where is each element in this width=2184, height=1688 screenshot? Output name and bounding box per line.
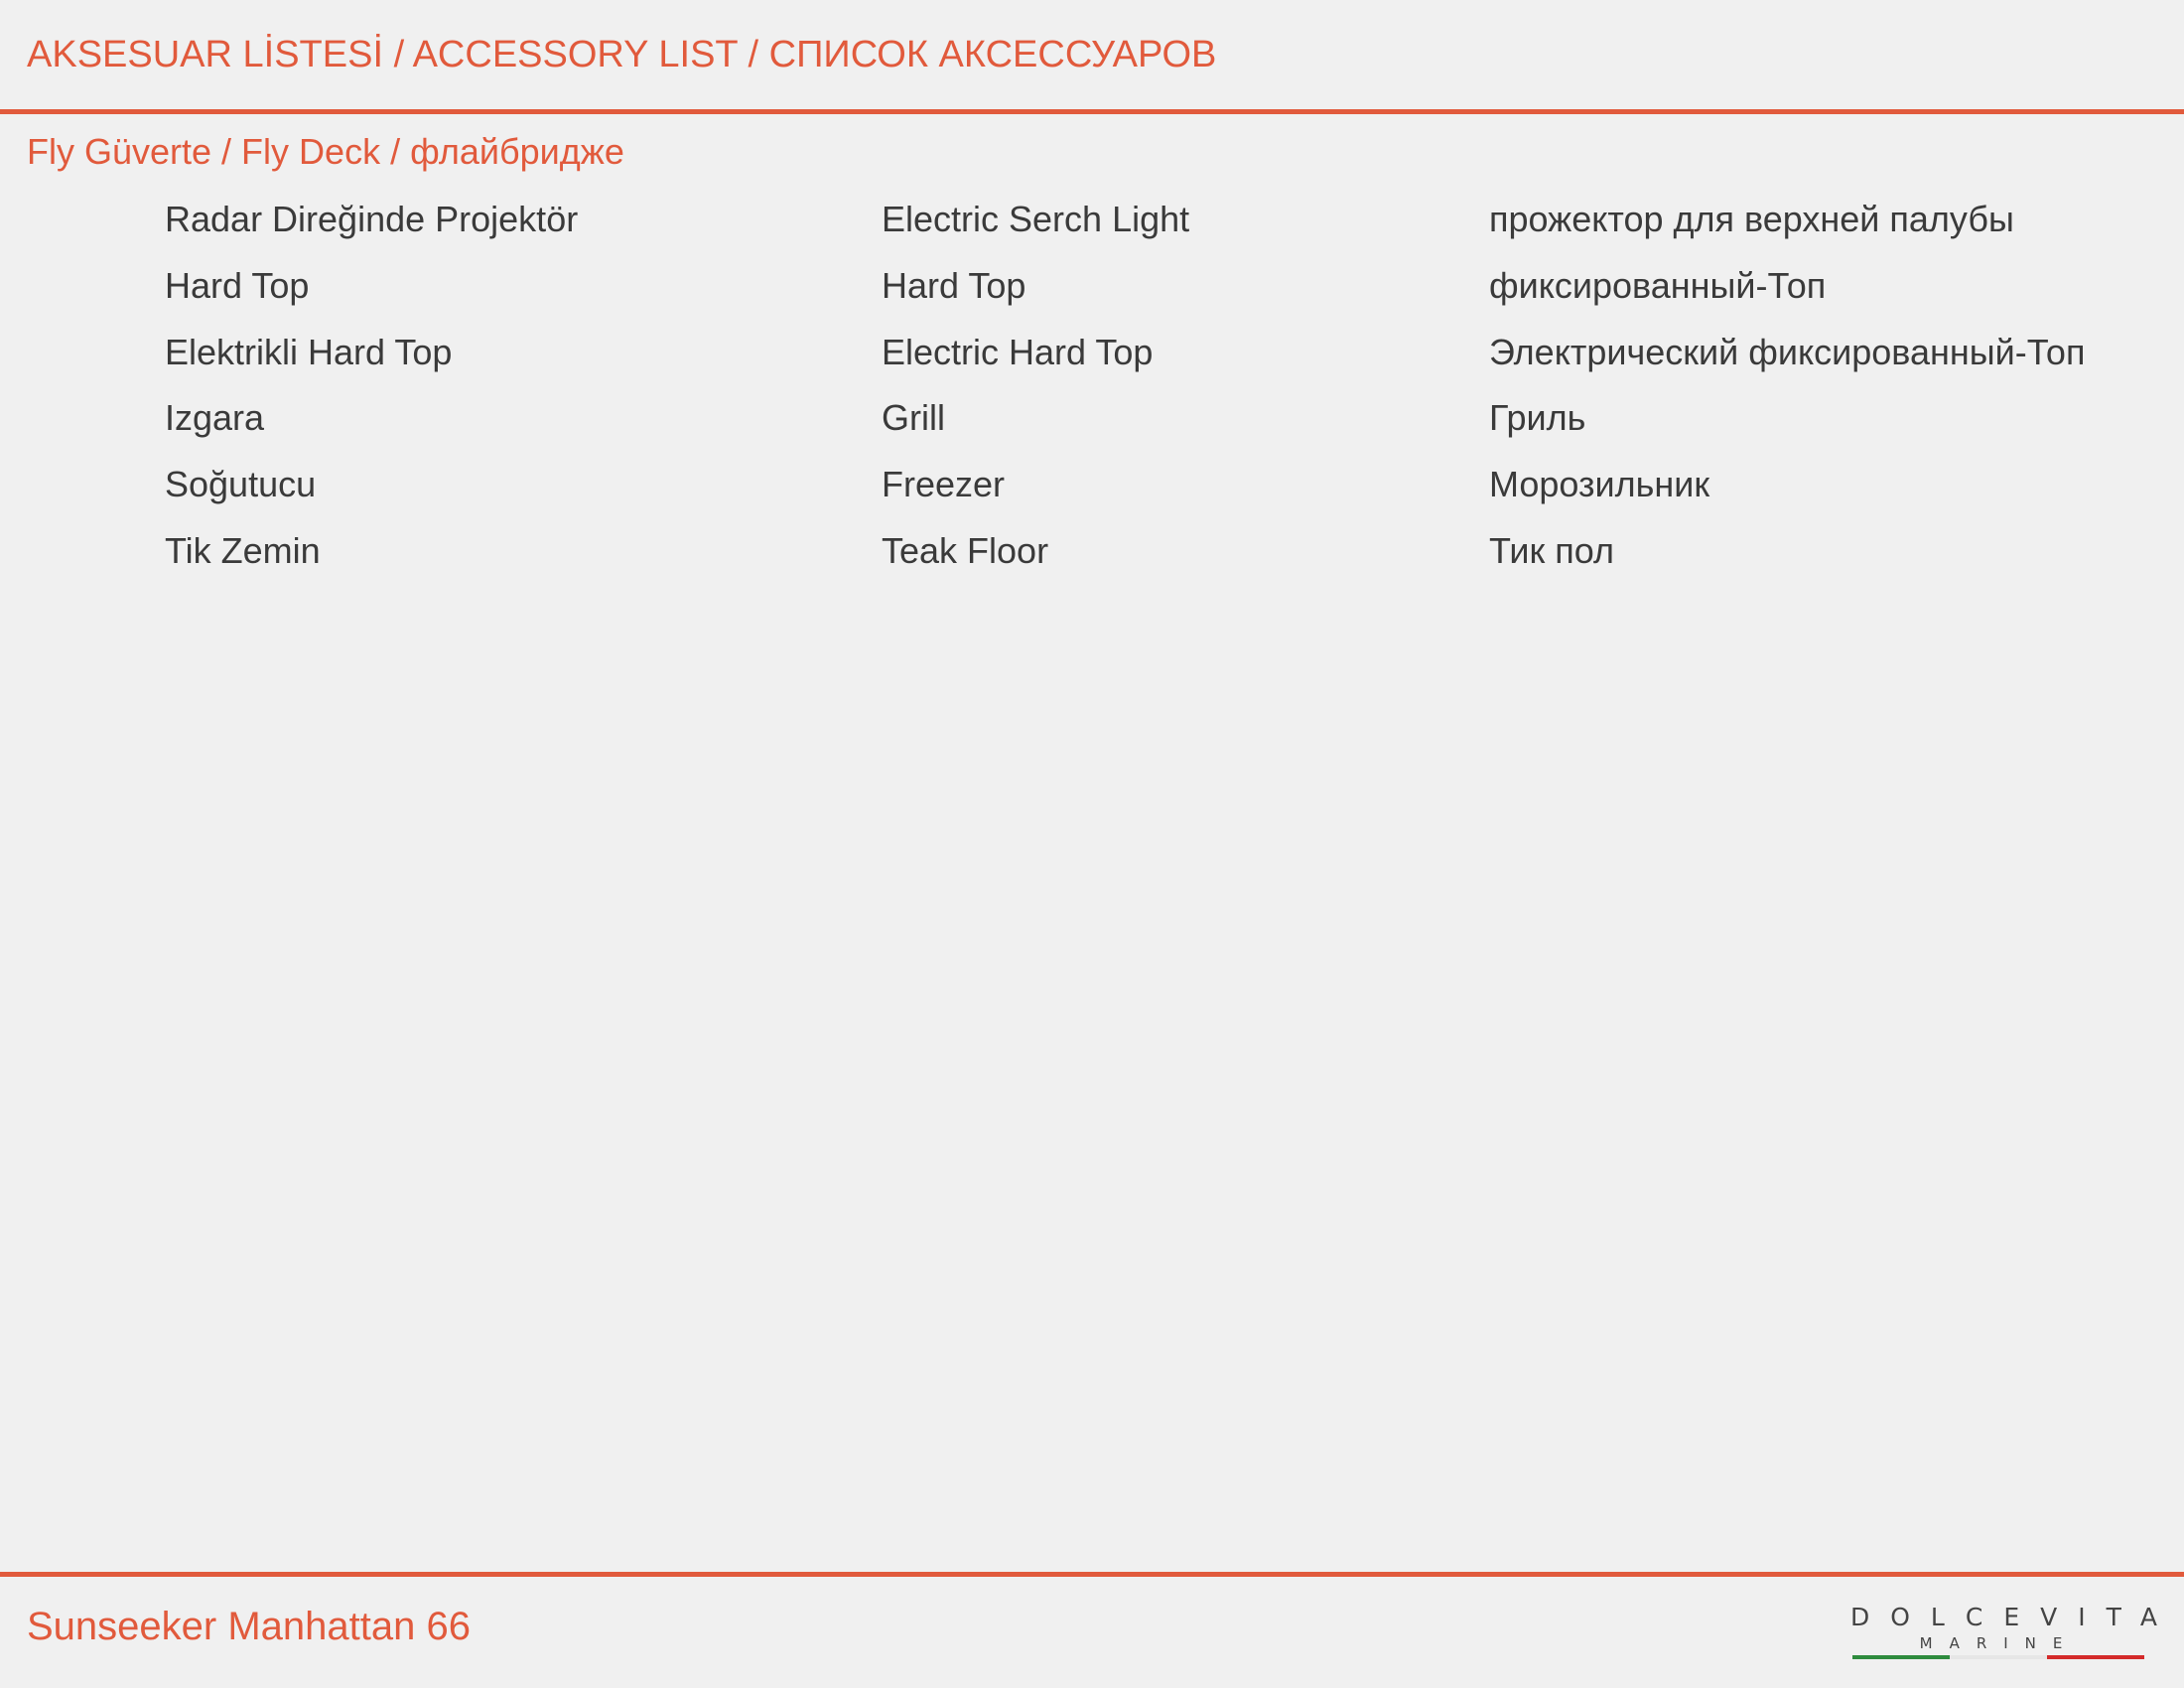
table-row bbox=[0, 265, 2184, 332]
flag-white-band bbox=[1950, 1655, 2047, 1659]
italian-flag-stripe bbox=[1852, 1655, 2144, 1659]
item-turkish: Soğutucu bbox=[165, 464, 317, 505]
item-russian: Морозильник bbox=[1489, 464, 1710, 505]
header-divider bbox=[0, 109, 2184, 114]
item-english: Teak Floor bbox=[882, 529, 1049, 571]
table-row bbox=[0, 464, 2184, 530]
table-row bbox=[0, 199, 2184, 265]
item-turkish: Tik Zemin bbox=[165, 529, 321, 571]
table-row bbox=[0, 530, 2184, 597]
item-turkish: Radar Direğinde Projektör bbox=[165, 199, 579, 239]
table-row bbox=[0, 332, 2184, 398]
item-english: Electric Serch Light bbox=[882, 199, 1190, 239]
item-english: Electric Hard Top bbox=[882, 331, 1154, 372]
footer-model-name: Sunseeker Manhattan 66 bbox=[27, 1605, 471, 1648]
logo-wordmark: DOLCEVITA bbox=[1850, 1603, 2179, 1631]
item-english: Freezer bbox=[882, 464, 1006, 505]
logo-subtitle: MARINE bbox=[1919, 1634, 2080, 1652]
item-russian: Гриль bbox=[1489, 397, 1586, 439]
flag-red-band bbox=[2047, 1655, 2144, 1659]
item-turkish: Hard Top bbox=[165, 264, 310, 306]
item-turkish: Izgara bbox=[165, 397, 265, 439]
flag-green-band bbox=[1852, 1655, 1950, 1659]
accessory-table bbox=[0, 199, 2184, 597]
footer-divider bbox=[0, 1572, 2184, 1577]
item-russian: фиксированный-Топ bbox=[1489, 264, 1827, 306]
item-russian: прожектор для верхней палубы bbox=[1489, 199, 2014, 239]
item-english: Hard Top bbox=[882, 264, 1026, 306]
item-russian: Тик пол bbox=[1489, 529, 1614, 571]
dolcevita-logo bbox=[1850, 1603, 2179, 1660]
page-title: AKSESUAR LİSTESİ / ACCESSORY LIST / СПИСОК АКСЕССУАРОВ bbox=[27, 34, 1217, 75]
table-row bbox=[0, 397, 2184, 464]
section-title: Fly Güverte / Fly Deck / флайбридже bbox=[27, 131, 624, 172]
item-russian: Электрический фиксированный-Топ bbox=[1489, 331, 2086, 372]
item-english: Grill bbox=[882, 397, 945, 439]
item-turkish: Elektrikli Hard Top bbox=[165, 331, 453, 372]
